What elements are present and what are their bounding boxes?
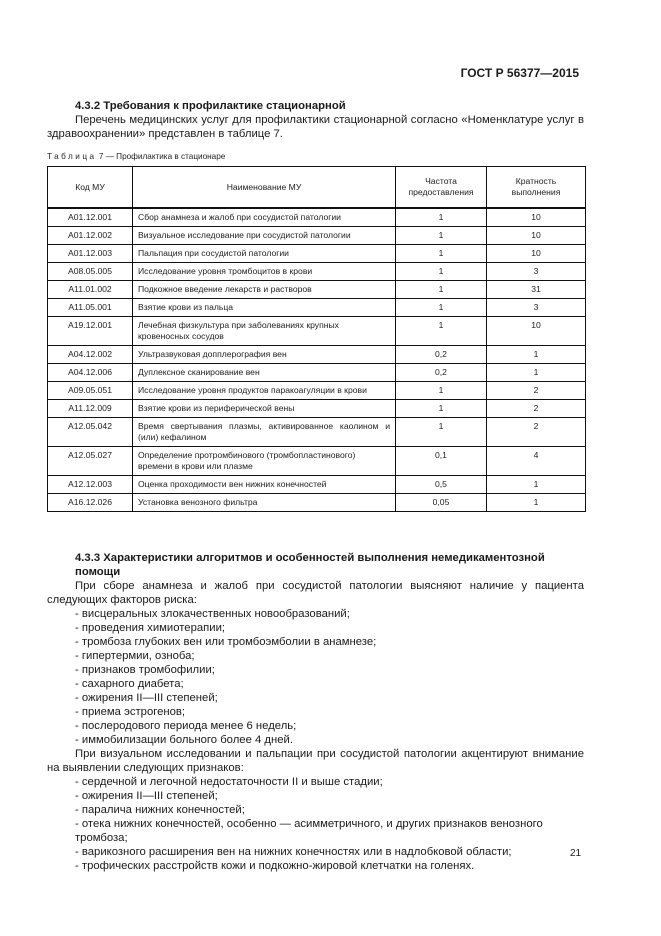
cell-code: A11.12.009 <box>48 400 133 418</box>
cell-code: A12.05.027 <box>48 447 133 476</box>
list-item: - приема эстрогенов; <box>75 706 186 718</box>
cell-name: Сбор анамнеза и жалоб при сосудистой патологии <box>133 208 396 227</box>
table-row <box>48 245 586 263</box>
cell-code: A16.12.026 <box>48 494 133 512</box>
cell-name: Исследование уровня тромбоцитов в крови <box>133 263 396 281</box>
table-row <box>48 281 586 299</box>
list-item: - ожирения II—III степеней; <box>75 790 218 802</box>
list-item: - паралича нижних конечностей; <box>75 804 245 816</box>
table-row <box>48 299 586 317</box>
list-item: - проведения химиотерапии; <box>75 622 226 634</box>
table-row <box>48 476 586 494</box>
cell-frequency: 1 <box>396 400 487 418</box>
cell-name: Дуплексное сканирование вен <box>133 364 396 382</box>
cell-frequency: 0,2 <box>396 346 487 364</box>
document-code: ГОСТ Р 56377—2015 <box>460 66 579 80</box>
cell-name: Пальпация при сосудистой патологии <box>133 245 396 263</box>
section-4-3-3 <box>47 551 584 873</box>
section-title: 4.3.2 Требования к профилактике стационарной <box>75 100 346 112</box>
cell-frequency: 0,2 <box>396 364 487 382</box>
cell-name: Взятие крови из периферической вены <box>133 400 396 418</box>
table-caption <box>47 152 225 161</box>
cell-frequency: 1 <box>396 281 487 299</box>
section-title: 4.3.3 Характеристики алгоритмов и особенностей выполнения немедикаментозной помощи <box>75 552 545 578</box>
table-row <box>48 208 586 227</box>
table-row <box>48 364 586 382</box>
cell-code: A04.12.006 <box>48 364 133 382</box>
cell-multiplicity: 1 <box>487 364 586 382</box>
cell-code: A01.12.003 <box>48 245 133 263</box>
cell-code: A19.12.001 <box>48 317 133 346</box>
list-item: - признаков тромбофилии; <box>75 664 215 676</box>
table-caption-title: 7 — Профилактика в стационаре <box>98 152 226 161</box>
cell-frequency: 1 <box>396 317 487 346</box>
cell-frequency: 1 <box>396 299 487 317</box>
column-header-name: Наименование МУ <box>133 167 396 209</box>
section-paragraph: Перечень медицинских услуг для профилактики стационарной согласно «Номенклатуре услуг в здравоохранении» представлен в таблице 7. <box>47 114 584 140</box>
table-row <box>48 382 586 400</box>
cell-code: A01.12.002 <box>48 227 133 245</box>
cell-name: Визуальное исследование при сосудистой патологии <box>133 227 396 245</box>
column-header-frequency: Частота предоставления <box>396 167 487 209</box>
cell-code: A11.05.001 <box>48 299 133 317</box>
cell-multiplicity: 10 <box>487 208 586 227</box>
cell-code: A11.01.002 <box>48 281 133 299</box>
cell-code: A12.12.003 <box>48 476 133 494</box>
cell-multiplicity: 2 <box>487 418 586 447</box>
list-item: - трофических расстройств кожи и подкожно-жировой клетчатки на голенях. <box>75 860 475 872</box>
column-header-code: Код МУ <box>48 167 133 209</box>
cell-frequency: 1 <box>396 418 487 447</box>
section-paragraph-1: При сборе анамнеза и жалоб при сосудистой патологии выясняют наличие у пациента следующих факторов риска: <box>47 580 584 606</box>
cell-frequency: 1 <box>396 208 487 227</box>
table-row <box>48 346 586 364</box>
column-header-multiplicity: Кратность выполнения <box>487 167 586 209</box>
cell-multiplicity: 10 <box>487 227 586 245</box>
cell-multiplicity: 1 <box>487 494 586 512</box>
cell-code: A09.05.051 <box>48 382 133 400</box>
table-row <box>48 400 586 418</box>
cell-multiplicity: 2 <box>487 382 586 400</box>
list-item: - гипертермии, озноба; <box>75 650 195 662</box>
list-item: - послеродового периода менее 6 недель; <box>75 720 297 732</box>
cell-frequency: 0,5 <box>396 476 487 494</box>
list-item: - варикозного расширения вен на нижних конечностях или в надлобковой области; <box>75 846 512 858</box>
cell-multiplicity: 3 <box>487 299 586 317</box>
table-caption-prefix: Таблица <box>47 152 97 161</box>
cell-name: Определение протромбинового (тромбопластинового) времени в крови или плазме <box>133 447 396 476</box>
list-item: - сахарного диабета; <box>75 678 184 690</box>
cell-frequency: 1 <box>396 245 487 263</box>
risk-factors-list <box>47 607 584 747</box>
list-item: - тромбоза глубоких вен или тромбоэмболии в анамнезе; <box>75 636 377 648</box>
cell-multiplicity: 1 <box>487 346 586 364</box>
cell-name: Лечебная физкультура при заболеваниях крупных кровеносных сосудов <box>133 317 396 346</box>
cell-name: Взятие крови из пальца <box>133 299 396 317</box>
cell-code: A12.05.042 <box>48 418 133 447</box>
cell-multiplicity: 10 <box>487 317 586 346</box>
cell-name: Оценка проходимости вен нижних конечностей <box>133 476 396 494</box>
prophylaxis-table <box>47 166 586 512</box>
cell-name: Подкожное введение лекарств и растворов <box>133 281 396 299</box>
cell-name: Установка венозного фильтра <box>133 494 396 512</box>
cell-multiplicity: 2 <box>487 400 586 418</box>
cell-frequency: 0,1 <box>396 447 487 476</box>
cell-code: A08.05.005 <box>48 263 133 281</box>
table-row <box>48 447 586 476</box>
table-header-row <box>48 167 586 209</box>
cell-frequency: 0,05 <box>396 494 487 512</box>
cell-multiplicity: 10 <box>487 245 586 263</box>
list-item: - иммобилизации больного более 4 дней. <box>75 734 293 746</box>
table-row <box>48 227 586 245</box>
list-item: - ожирения II—III степеней; <box>75 692 218 704</box>
list-item: - висцеральных злокачественных новообразований; <box>75 608 350 620</box>
cell-name: Исследование уровня продуктов паракоагуляции в крови <box>133 382 396 400</box>
cell-frequency: 1 <box>396 382 487 400</box>
cell-multiplicity: 3 <box>487 263 586 281</box>
cell-code: A01.12.001 <box>48 208 133 227</box>
cell-name: Время свертывания плазмы, активированное каолином и (или) кефалином <box>133 418 396 447</box>
cell-code: A04.12.002 <box>48 346 133 364</box>
cell-name: Ультразвуковая допплерография вен <box>133 346 396 364</box>
table-row <box>48 418 586 447</box>
table-row <box>48 317 586 346</box>
cell-multiplicity: 31 <box>487 281 586 299</box>
cell-frequency: 1 <box>396 227 487 245</box>
table-row <box>48 263 586 281</box>
cell-frequency: 1 <box>396 263 487 281</box>
signs-list <box>47 775 584 873</box>
list-item: - отека нижних конечностей, особенно — асимметричного, и других признаков венозного тромбоза; <box>75 818 543 844</box>
list-item: - сердечной и легочной недостаточности II и выше стадии; <box>75 776 383 788</box>
page-number: 21 <box>570 848 582 859</box>
cell-multiplicity: 4 <box>487 447 586 476</box>
table-row <box>48 494 586 512</box>
cell-multiplicity: 1 <box>487 476 586 494</box>
section-4-3-2 <box>47 99 584 141</box>
section-paragraph-2: При визуальном исследовании и пальпации при сосудистой патологии акцентируют внимание на выявлении следующих признаков: <box>47 748 584 774</box>
